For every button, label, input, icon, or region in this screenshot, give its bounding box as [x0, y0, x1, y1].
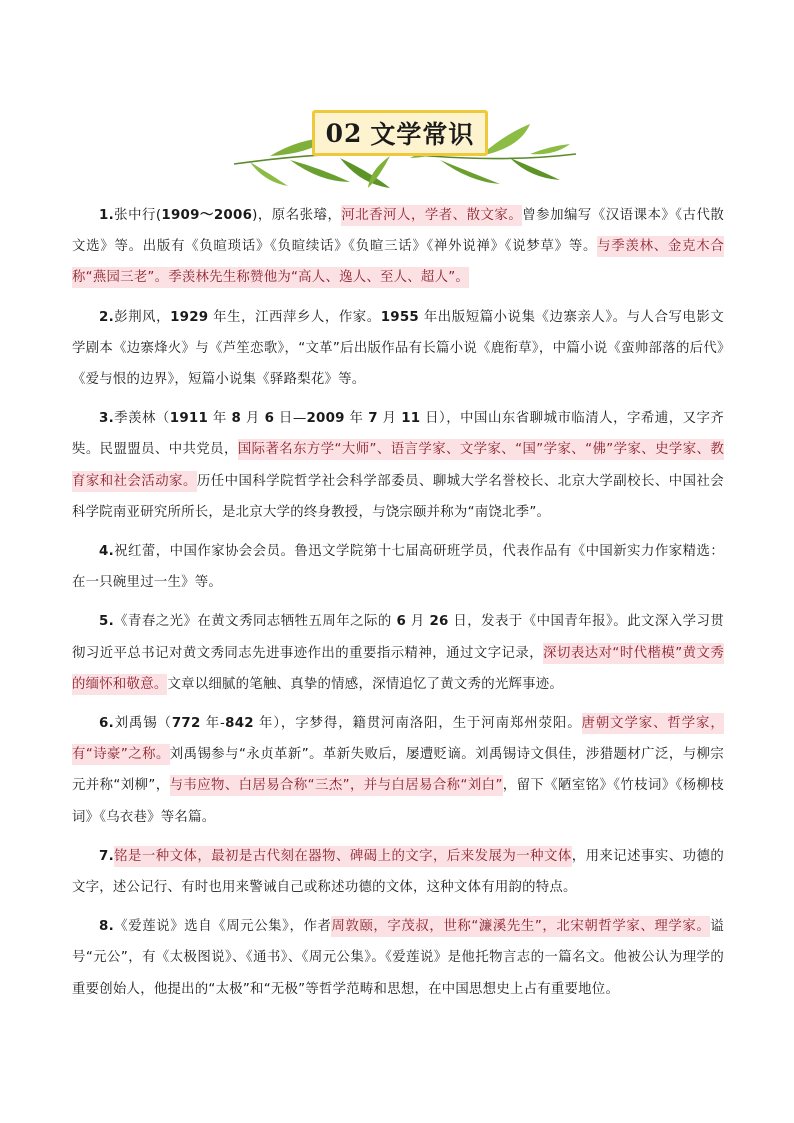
- item-text: 《青春之光》在黄文秀同志牺牲五周年之际的: [113, 614, 397, 630]
- section-title-box: [312, 110, 488, 156]
- item-text: 1929: [170, 309, 209, 325]
- item-text: 曾参加编写《汉语课本》《古代散文选》等。出版有《负暄琐话》《负暄续话》《负暄三话》《禅外说禅》《说梦草》等。: [72, 208, 724, 255]
- item-text: 7: [368, 411, 378, 427]
- highlighted-text: 与季羡林、金克木合称“燕园三老”。季羡林先生称赞他为“高人、逸人、至人、超人”。: [72, 236, 724, 288]
- literature-item: [72, 841, 724, 903]
- item-text: 《爱莲说》选自《周元公集》，作者: [113, 919, 332, 935]
- highlighted-text: 河北香河人，学者、散文家。: [341, 205, 522, 226]
- item-text: 谥号“元公”，有《太极图说》、《通书》、《周元公集》。《爱莲说》是他托物言志的一篇名文。他被公认为理学的重要创始人，他提出的“太极”和“无极”等哲学范畴和思想，在中国思想史上占有重要地位。: [72, 919, 724, 997]
- section-title: 文学常识: [370, 120, 475, 149]
- item-text: 月: [406, 614, 430, 630]
- item-text: 日，发表于《中国青年报》。此文深入学习贯彻习近平总书记对黄文秀同志先进事迹作出的重要指示精神，通过文字记录，: [72, 614, 724, 661]
- item-text: 年-: [200, 716, 226, 732]
- highlighted-text: 铭是一种文体，最初是古代刻在器物、碑碣上的文字，后来发展为一种文体: [114, 846, 572, 867]
- item-number: 8.: [99, 919, 114, 935]
- item-text: 年出版短篇小说集《边寨亲人》。与人合写电影文学剧本《边寨烽火》与《芦笙恋歌》，“文革”后出版作品有长篇小说《鹿衔草》，中篇小说《蛮帅部落的后代》《爱与恨的边界》，短篇小说集《驿路梨花》等。: [72, 309, 724, 388]
- item-number: 6.: [99, 716, 114, 732]
- item-text: 月: [377, 411, 402, 427]
- item-text: )，原名张璿，: [252, 208, 342, 223]
- literature-item: [72, 536, 724, 598]
- section-header: [230, 98, 580, 190]
- literature-knowledge-list: [72, 200, 724, 1013]
- item-number: 5.: [99, 614, 114, 630]
- highlighted-text: 唐朝文学家、哲学家，有“诗豪”之称。: [72, 713, 724, 765]
- highlighted-text: 国际著名东方学“大师”、语言学家、文学家、“国”学家、“佛”学家、史学家、教育家和社会活动家。: [72, 439, 724, 491]
- item-text: 842: [225, 716, 254, 732]
- item-text: 2009: [306, 411, 345, 427]
- literature-item: [72, 302, 724, 396]
- item-text: 月: [241, 411, 265, 427]
- literature-item: [72, 708, 724, 833]
- item-number: 1.: [99, 208, 114, 223]
- item-text: 26: [429, 614, 449, 630]
- item-text: 8: [231, 411, 242, 427]
- item-text: 季羡林（: [113, 411, 170, 427]
- highlighted-text: 深切表达对“时代楷模”黄文秀的缅怀和敬意。: [72, 643, 724, 695]
- item-text: 11: [401, 411, 421, 427]
- item-text: 祝红蕾，中国作家协会会员。鲁迅文学院第十七届高研班学员，代表作品有《中国新实力作家精选：在一只碗里过一生》等。: [72, 544, 724, 591]
- literature-item: [72, 606, 724, 700]
- item-text: 1911: [169, 411, 209, 427]
- item-text: 年: [208, 411, 232, 427]
- item-text: 772: [171, 716, 201, 732]
- literature-item: [72, 200, 724, 294]
- item-text: 历任中国科学院哲学社会科学部委员、聊城大学名誉校长、北京大学副校长、中国社会科学院南亚研究所所长，是北京大学的终身教授，与饶宗颐并称为“南饶北季”。: [72, 473, 725, 520]
- item-text: 彭荆风，: [113, 309, 171, 325]
- item-text: 1909～2006: [161, 208, 253, 223]
- item-text: 6: [396, 614, 407, 630]
- item-text: 张中行(: [113, 208, 162, 223]
- item-text: 刘禹锡（: [113, 716, 172, 732]
- item-number: 3.: [99, 411, 114, 427]
- highlighted-text: 与韦应物、白居易合称“三杰”，并与白居易合称“刘白”: [170, 775, 503, 796]
- item-text: 日—: [274, 411, 307, 427]
- literature-item: [72, 911, 724, 1005]
- item-text: 文章以细腻的笔触、真挚的情感，深情追忆了黄文秀的光辉事迹。: [167, 676, 564, 692]
- item-text: 刘禹锡参与“永贞革新”。革新失败后，屡遭贬谪。刘禹锡诗文俱佳，涉猎题材广泛，与柳宗元并称“刘柳”，: [72, 747, 725, 794]
- literature-item: [72, 403, 724, 528]
- item-number: 7.: [99, 848, 114, 864]
- item-number: 2.: [99, 309, 114, 325]
- item-text: 1955: [380, 309, 420, 325]
- item-text: ，留下《陋室铭》《竹枝词》《杨柳枝词》《乌衣巷》等名篇。: [72, 778, 724, 825]
- item-text: 年），字梦得，籍贯河南洛阳，生于河南郑州荥阳。: [253, 716, 582, 732]
- item-number: 4.: [99, 544, 114, 560]
- item-text: 年生，江西萍乡人，作家。: [208, 309, 381, 325]
- item-text: 日），中国山东省聊城市临清人，字希逋，又字齐奘。民盟盟员、中共党员，: [72, 411, 725, 458]
- item-text: 6: [264, 411, 275, 427]
- section-number: 02: [325, 118, 363, 148]
- item-text: 年: [344, 411, 369, 427]
- highlighted-text: 周敦颐，字茂叔，世称“濂溪先生”，北宋朝哲学家、理学家。: [331, 916, 710, 937]
- item-text: ，用来记述事实、功德的文字，述公记行、有时也用来警诫自己或称述功德的文体，这种文体有用韵的特点。: [72, 848, 725, 896]
